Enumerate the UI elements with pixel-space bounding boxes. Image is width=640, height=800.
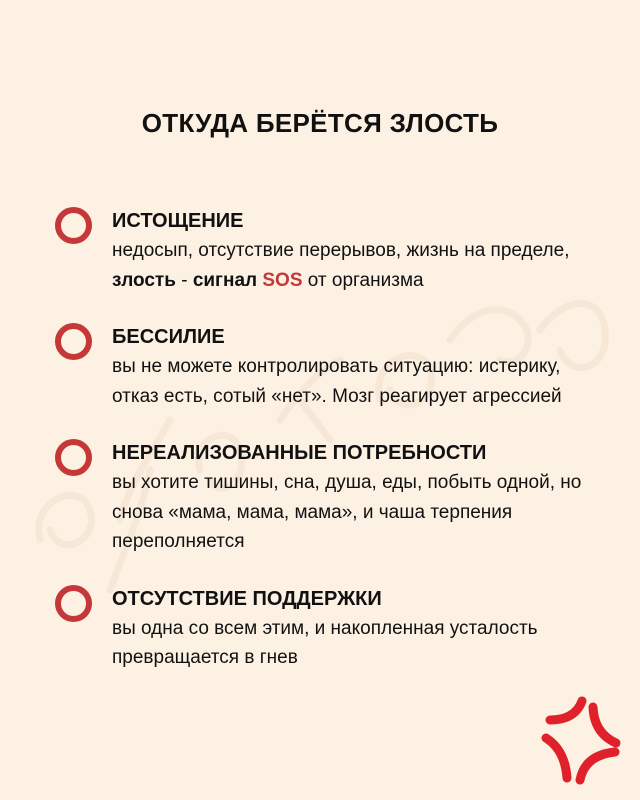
item-heading: НЕРЕАЛИЗОВАННЫЕ ПОТРЕБНОСТИ (112, 442, 487, 464)
circle-bullet-icon (55, 207, 92, 244)
circle-bullet-icon (55, 439, 92, 476)
page-title: ОТКУДА БЕРЁТСЯ ЗЛОСТЬ (141, 108, 499, 138)
circle-bullet-icon (55, 323, 92, 360)
list-item (0, 438, 640, 557)
circle-bullet-icon (55, 585, 92, 622)
item-body: недосып, отсутствие перерывов, жизнь на пределе, злость - сигнал SOS от организма (112, 240, 570, 291)
item-body: вы одна со всем этим, и накопленная усталость превращается в гнев (112, 617, 538, 668)
list-item (0, 206, 640, 295)
item-heading: БЕССИЛИЕ (112, 326, 225, 348)
list-item (0, 584, 640, 673)
cause-list (0, 206, 640, 700)
item-heading: ОТСУТСТВИЕ ПОДДЕРЖКИ (112, 587, 382, 610)
item-body: вы не можете контролировать ситуацию: истерику, отказ есть, сотый «нет». Мозг реагирует агрессией (112, 356, 562, 407)
item-heading: ИСТОЩЕНИЕ (112, 210, 244, 232)
anger-symbol-icon (530, 695, 630, 790)
item-body: вы хотите тишины, сна, душа, еды, побыть одной, но снова «мама, мама, мама», и чаша терпения переполняется (112, 472, 582, 552)
list-item (0, 322, 640, 411)
